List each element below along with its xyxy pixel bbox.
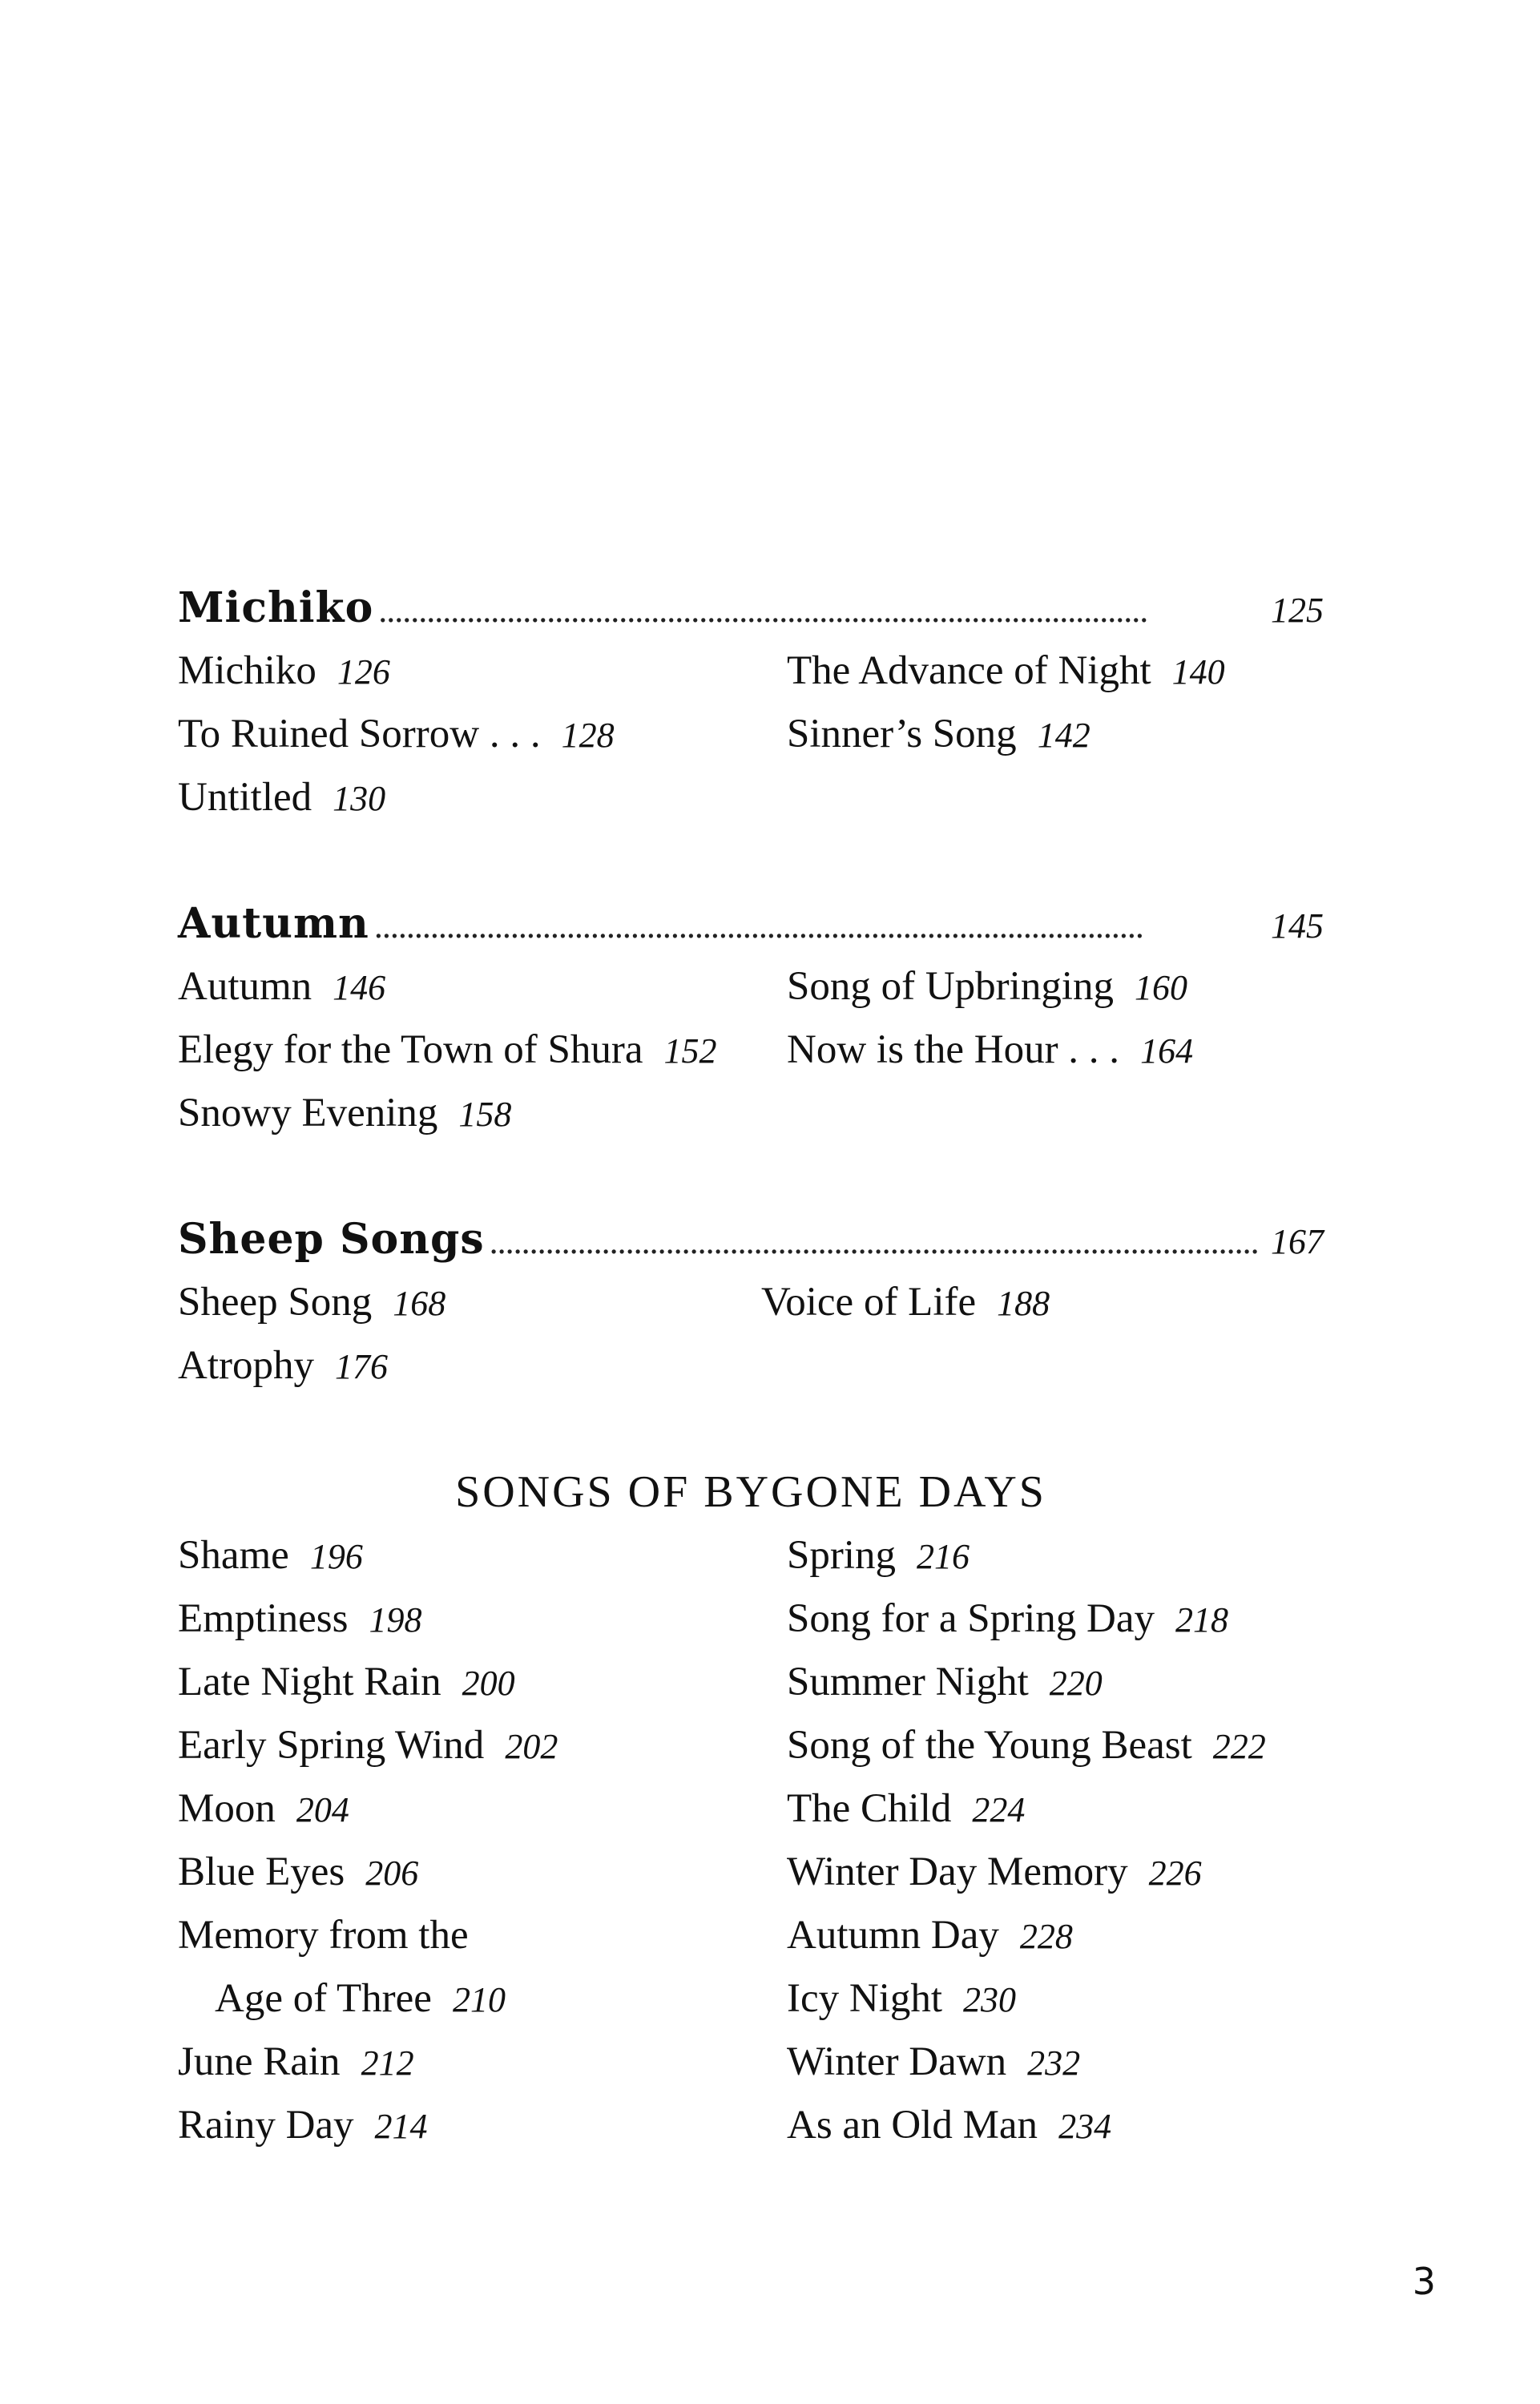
toc-entry: Summer Night 220: [787, 1660, 1103, 1704]
toc-entry: Rainy Day 214: [178, 2103, 428, 2148]
section-heading: [178, 899, 1324, 963]
section-page-number: 167: [1271, 1222, 1324, 1261]
section-heading: [178, 1215, 1324, 1279]
toc-entry: The Advance of Night 140: [787, 648, 1225, 693]
toc-entry: Blue Eyes 206: [178, 1849, 419, 1894]
toc-entry: As an Old Man 234: [787, 2103, 1112, 2148]
toc-entry: Spring 216: [787, 1533, 970, 1578]
toc-entry: Early Spring Wind 202: [178, 1723, 558, 1768]
toc-entry-continued: Age of Three 210: [215, 1976, 506, 2021]
toc-entry: Memory from the: [178, 1913, 469, 1958]
toc-entry: Voice of Life 188: [761, 1280, 1050, 1325]
toc-entry: Shame 196: [178, 1533, 363, 1578]
section-page-number: 125: [1271, 591, 1324, 630]
toc-entry: Sinner’s Song 142: [787, 712, 1090, 756]
toc-entry: Song of Upbringing 160: [787, 964, 1187, 1009]
toc-entry: Song for a Spring Day 218: [787, 1596, 1228, 1641]
toc-entry: Emptiness 198: [178, 1596, 422, 1641]
section-heading: [178, 583, 1324, 647]
toc-entry: Autumn 146: [178, 964, 386, 1009]
toc-entry: Autumn Day 228: [787, 1913, 1073, 1958]
dot-leader: [374, 906, 1266, 946]
toc-entry: To Ruined Sorrow . . . 128: [178, 712, 615, 756]
toc-entry: Song of the Young Beast 222: [787, 1723, 1266, 1768]
toc-part-entries: [178, 1532, 1324, 2165]
toc-entry: Elegy for the Town of Shura 152: [178, 1027, 717, 1072]
section-title: Michiko: [178, 583, 374, 632]
toc-entry: Winter Dawn 232: [787, 2039, 1081, 2084]
toc-entry: Atrophy 176: [178, 1343, 388, 1388]
toc-entry: Icy Night 230: [787, 1976, 1017, 2021]
toc-section-michiko: [178, 583, 1324, 837]
part-title: SONGS OF BYGONE DAYS: [455, 1467, 1046, 1517]
toc-entry: Michiko 126: [178, 648, 390, 693]
toc-section-sheep-songs: [178, 1215, 1324, 1406]
toc-entry: Now is the Hour . . . 164: [787, 1027, 1194, 1072]
toc-entry: Moon 204: [178, 1786, 349, 1831]
toc-entry: June Rain 212: [178, 2039, 414, 2084]
dot-leader: [490, 1221, 1266, 1262]
section-page-number: 145: [1271, 906, 1324, 946]
section-title: Autumn: [178, 899, 369, 948]
section-title: Sheep Songs: [178, 1215, 485, 1264]
toc-section-autumn: [178, 899, 1324, 1153]
page-number: 3: [1412, 2260, 1436, 2303]
toc-entry: Snowy Evening 158: [178, 1091, 512, 1135]
toc-entry: Late Night Rain 200: [178, 1660, 515, 1704]
toc-entry: Winter Day Memory 226: [787, 1849, 1202, 1894]
toc-entry: The Child 224: [787, 1786, 1026, 1831]
toc-entry: Sheep Song 168: [178, 1280, 446, 1325]
toc-entry: Untitled 130: [178, 775, 386, 820]
dot-leader: [378, 590, 1266, 631]
